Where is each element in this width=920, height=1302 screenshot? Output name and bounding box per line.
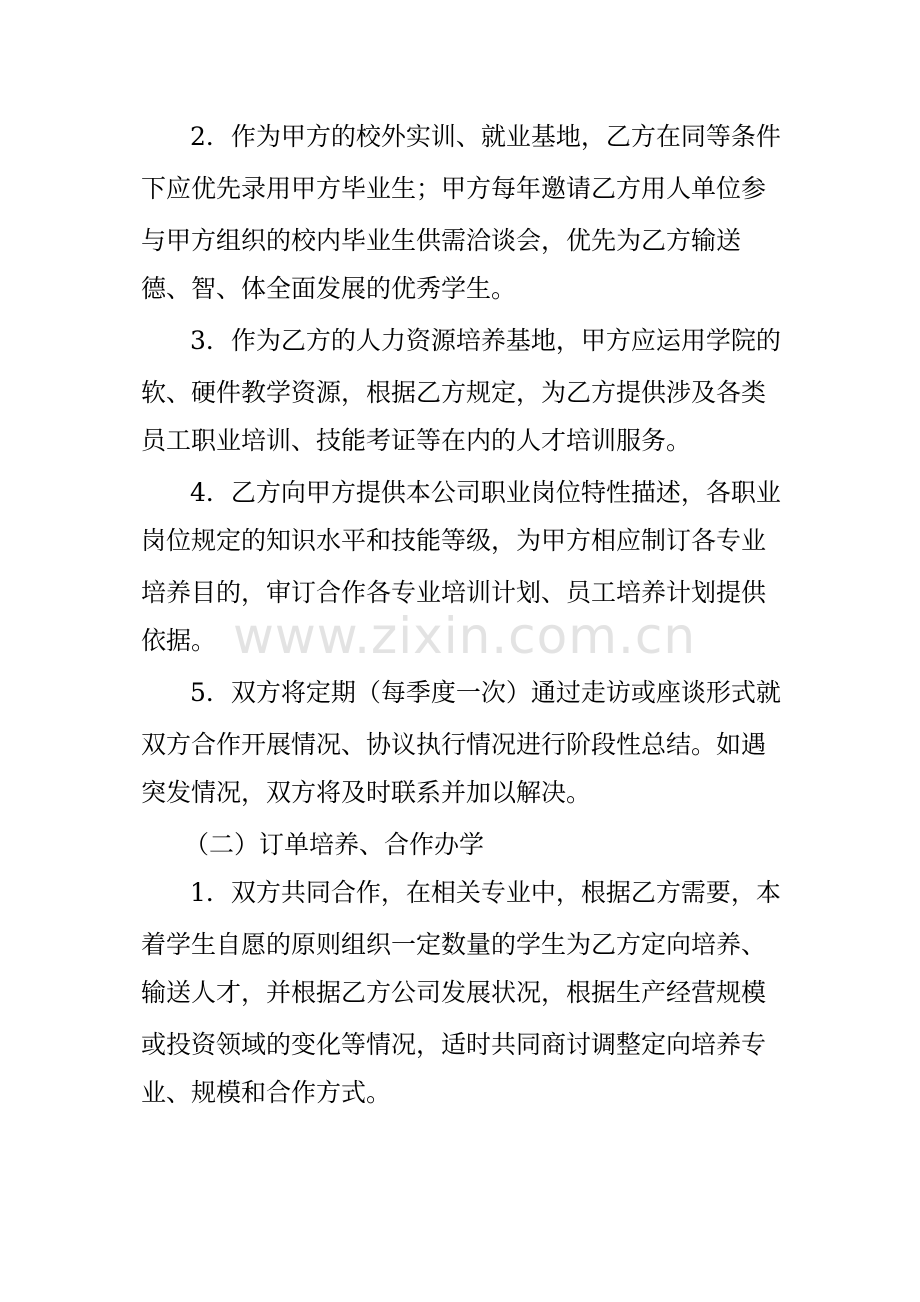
text-line: 依据。 [141, 626, 217, 655]
text-line: 2．作为甲方的校外实训、就业基地，乙方在同等条件 [190, 122, 781, 151]
text-line: 或投资领域的变化等情况，适时共同商讨调整定向培养专 [141, 1030, 767, 1059]
text-line: 德、智、体全面发展的优秀学生。 [141, 274, 517, 303]
text-line: 与甲方组织的校内毕业生供需洽谈会，优先为乙方输送 [141, 226, 742, 255]
text-line: 突发情况，双方将及时联系并加以解决。 [141, 778, 592, 807]
text-line: 软、硬件教学资源，根据乙方规定，为乙方提供涉及各类 [141, 378, 767, 407]
text-line: 输送人才，并根据乙方公司发展状况，根据生产经营规模 [141, 978, 767, 1007]
text-line: 双方合作开展情况、协议执行情况进行阶段性总结。如遇 [141, 730, 767, 759]
text-line: 着学生自愿的原则组织一定数量的学生为乙方定向培养、 [141, 930, 767, 959]
text-line: 3．作为乙方的人力资源培养基地，甲方应运用学院的 [190, 326, 781, 355]
text-line: 下应优先录用甲方毕业生；甲方每年邀请乙方用人单位参 [141, 174, 767, 203]
text-line: 业、规模和合作方式。 [141, 1078, 392, 1107]
text-line: 4．乙方向甲方提供本公司职业岗位特性描述，各职业 [190, 478, 781, 507]
watermark: www.zixin.com.cn [233, 607, 697, 665]
text-line: 岗位规定的知识水平和技能等级，为甲方相应制订各专业 [141, 526, 767, 555]
text-line: 1．双方共同合作，在相关专业中，根据乙方需要，本 [190, 878, 781, 907]
text-line: 5．双方将定期（每季度一次）通过走访或座谈形式就 [190, 678, 781, 707]
section-heading: （二）订单培养、合作办学 [184, 830, 485, 859]
text-line: 员工职业培训、技能考证等在内的人才培训服务。 [141, 426, 692, 455]
text-line: 培养目的，审订合作各专业培训计划、员工培养计划提供 [141, 578, 767, 607]
